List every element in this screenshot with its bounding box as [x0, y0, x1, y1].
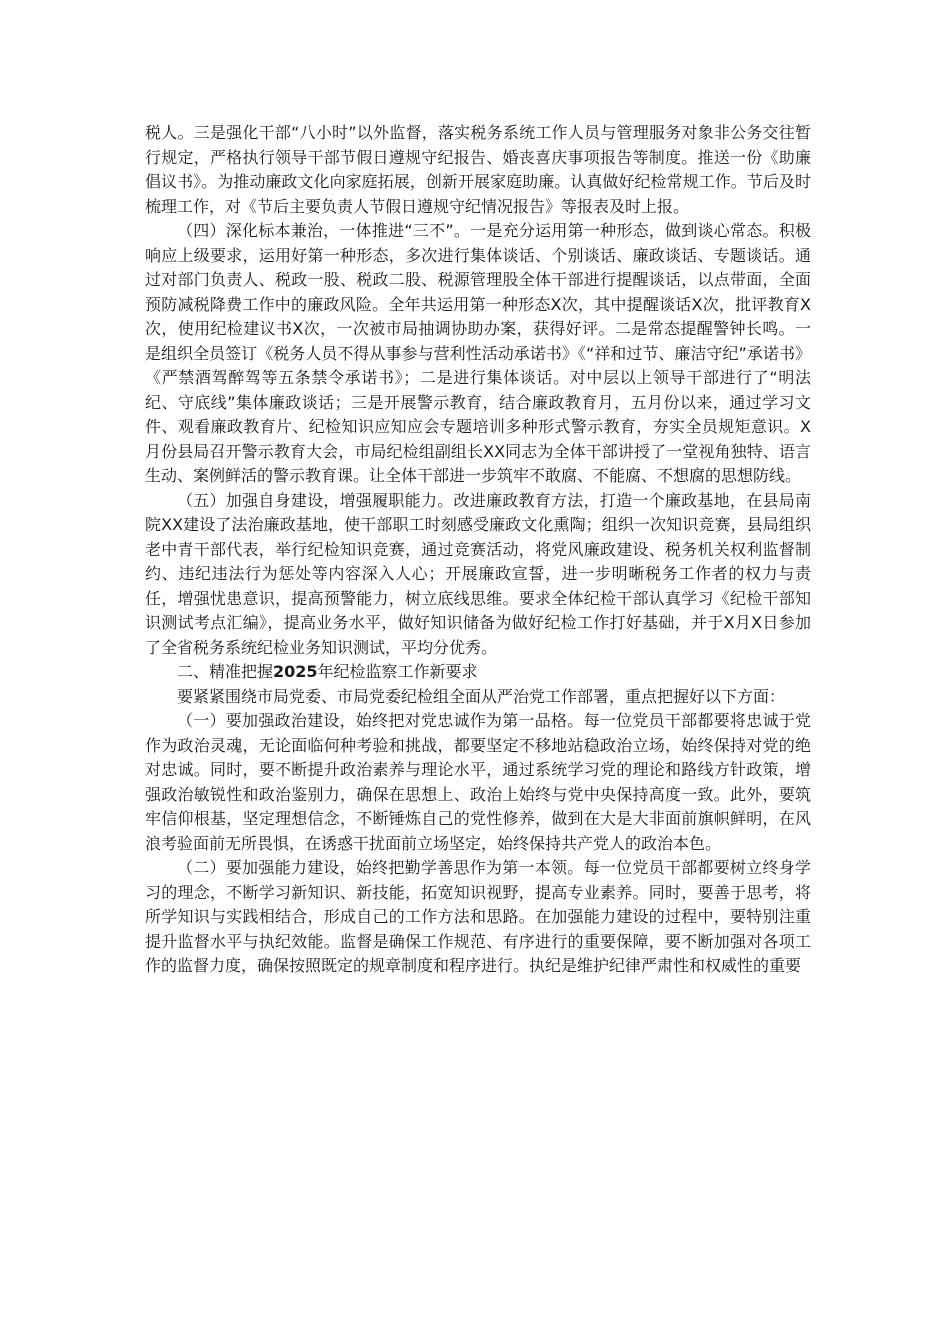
paragraph-section-5: （五）加强自身建设，增强履职能力。改进廉政教育方法，打造一个廉政基地，在县局南院XX建设了法治廉政基地，使干部职工时刻感受廉政文化熏陶；组织一次知识竞赛，县局组织老中青干部代表，举行纪检知识竞赛，通过竞赛活动，将党风廉政建设、税务机关权利监督制约、违纪违法行为惩处等内容深入人心；开展廉政宣誓，进一步明晰税务工作者的权力与责任，增强忧患意识，提高预警能力，树立底线思维。要求全体纪检干部认真学习《纪检干部知识测试考点汇编》，提高业务水平，做好知识储备为做好纪检工作打好基础，并于X月X日参加了全省税务系统纪检业务知识测试，平均分优秀。 — [145, 490, 811, 657]
paragraph-requirement-1: （一）要加强政治建设，始终把对党忠诚作为第一品格。每一位党员干部都要将忠诚于党作为政治灵魂，无论面临何种考验和挑战，都要坚定不移地站稳政治立场，始终保持对党的绝对忠诚。同时，要不断提升政治素养与理论水平，通过系统学习党的理论和路线方针政策，增强政治敏锐性和政治鉴别力，确保在思想上、政治上始终与党中央保持高度一致。此外，要筑牢信仰根基，坚定理想信念，不断锤炼自己的党性修养，做到在大是大非面前旗帜鲜明，在风浪考验面前无所畏惧，在诱惑干扰面前立场坚定，始终保持共产党人的政治本色。 — [145, 711, 811, 853]
paragraph-section-4: （四）深化标本兼治，一体推进“三不”。一是充分运用第一种形态，做到谈心常态。积极响应上级要求，运用好第一种形态，多次进行集体谈话、个别谈话、廉政谈话、专题谈话。通过对部门负责人、税政一股、税政二股、税源管理股全体干部进行提醒谈话，以点带面，全面预防减税降费工作中的廉政风险。全年共运用第一种形态X次，其中提醒谈话X次，批评教育X次，使用纪检建议书X次，一次被市局抽调协助办案，获得好评。二是常态提醒警钟长鸣。一是组织全员签订《税务人员不得从事参与营利性活动承诺书》《“祥和过节、廉洁守纪”承诺书》《严禁酒驾醉驾等五条禁令承诺书》；二是进行集体谈话。对中层以上领导干部进行了“明法纪、守底线”集体廉政谈话；三是开展警示教育，结合廉政教育月，五月份以来，通过学习文件、观看廉政教育片、纪检知识应知应会专题培训多种形式警示教育，夯实全员规矩意识。X月份县局召开警示教育大会，市局纪检组副组长XX同志为全体干部讲授了一堂视角独特、语言生动、案例鲜活的警示教育课。让全体干部进一步筑牢不敢腐、不能腐、不想腐的思想防线。 — [145, 221, 811, 485]
heading-text-after: 年纪检监察工作新要求 — [317, 662, 478, 681]
section-heading-2 — [145, 660, 811, 685]
heading-text-before: 二、精准把握 — [177, 662, 274, 681]
paragraph-requirement-2: （二）要加强能力建设，始终把勤学善思作为第一本领。每一位党员干部都要树立终身学习的理念，不断学习新知识、新技能，拓宽知识视野，提高专业素养。同时，要善于思考，将所学知识与实践相结合，形成自己的工作方法和思路。在加强能力建设的过程中，要特别注重提升监督水平与执纪效能。监督是确保工作规范、有序进行的重要保障，要不断加强对各项工作的监督力度，确保按照既定的规章制度和程序进行。执纪是维护纪律严肃性和权威性的重要 — [145, 858, 811, 975]
paragraph-intro: 要紧紧围绕市局党委、市局党委纪检组全面从严治党工作部署，重点把握好以下方面： — [177, 686, 786, 706]
heading-year: 2025 — [273, 662, 318, 681]
document-page — [145, 121, 811, 979]
paragraph-continuation: 税人。三是强化干部“八小时”以外监督，落实税务系统工作人员与管理服务对象非公务交往暂行规定，严格执行领导干部节假日遵规守纪报告、婚丧喜庆事项报告等制度。推送一份《助廉倡议书》。为推动廉政文化向家庭拓展，创新开展家庭助廉。认真做好纪检常规工作。节后及时梳理工作，对《节后主要负责人节假日遵规守纪情况报告》等报表及时上报。 — [145, 123, 811, 216]
